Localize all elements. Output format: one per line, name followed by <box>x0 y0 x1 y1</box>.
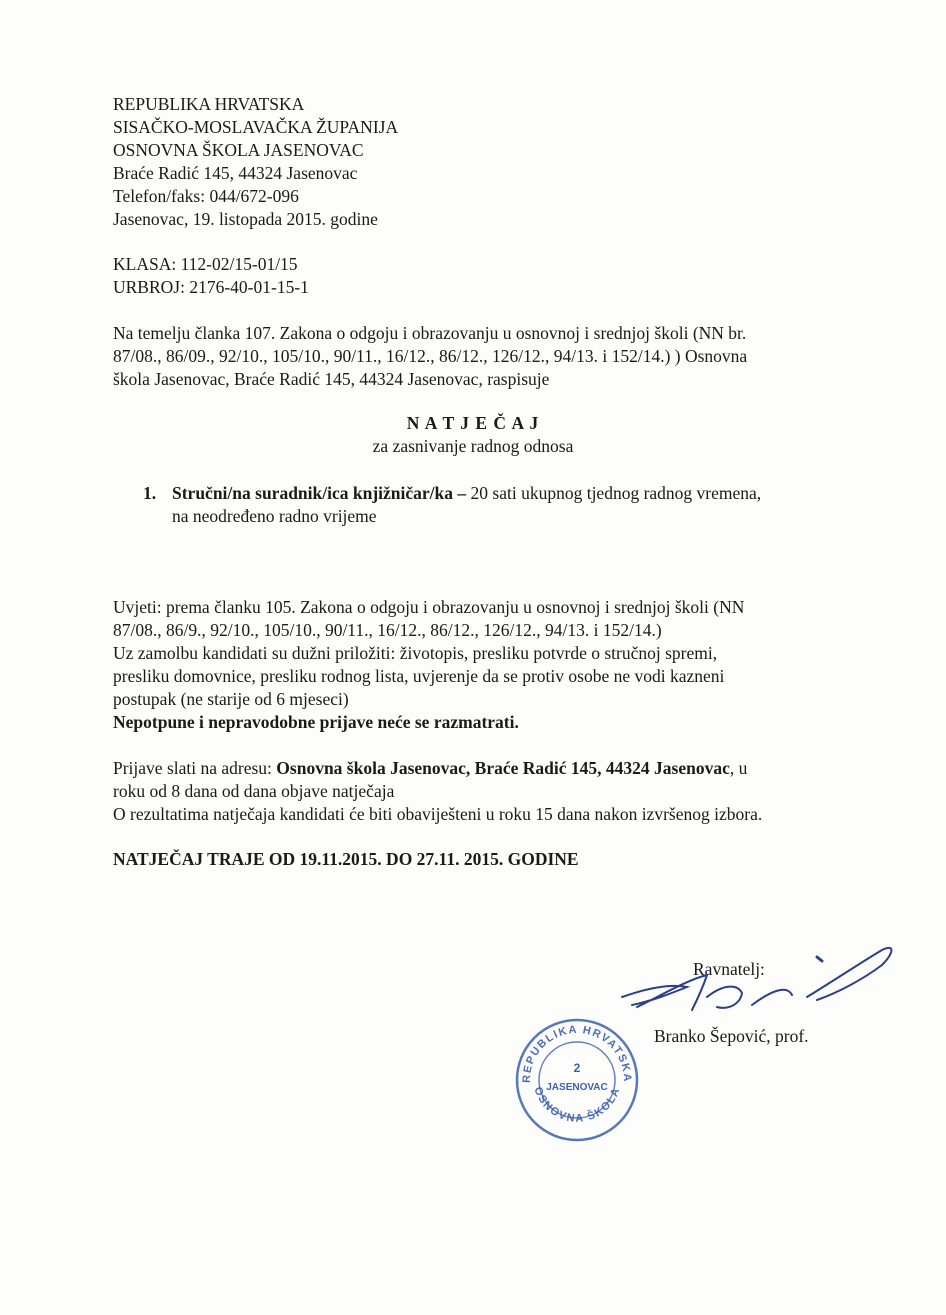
intro-line-1: Na temelju članka 107. Zakona o odgoju i obrazovanju u osnovnoj i srednjoj školi (NN br. <box>113 323 747 343</box>
intro-line-3: škola Jasenovac, Braće Radić 145, 44324 Jasenovac, raspisuje <box>113 369 550 389</box>
signature-role: Ravnatelj: <box>693 959 765 979</box>
conditions-line-5: postupak (ne starije od 6 mjeseci) <box>113 689 349 709</box>
stamp-outer-bottom: OSNOVNA ŠKOLA <box>531 1085 623 1125</box>
stamp-outer-top: REPUBLIKA HRVATSKA <box>520 1023 634 1084</box>
conditions-line-2: 87/08., 86/9., 92/10., 105/10., 90/11., 16/12., 86/12., 126/12., 94/13. i 152/14.) <box>113 620 662 640</box>
conditions-line-4: presliku domovnice, presliku rodnog lista, uvjerenje da se protiv osobe ne vodi kazneni <box>113 666 725 686</box>
ref-urbroj: URBROJ: 2176-40-01-15-1 <box>113 277 309 297</box>
position-line-1 <box>172 482 761 505</box>
submission-address: Osnovna škola Jasenovac, Braće Radić 145, 44324 Jasenovac <box>276 758 730 778</box>
header-school: OSNOVNA ŠKOLA JASENOVAC <box>113 140 364 160</box>
header-country: REPUBLIKA HRVATSKA <box>113 94 305 114</box>
stamp-number: 2 <box>573 1061 581 1075</box>
conditions-line-3: Uz zamolbu kandidati su dužni priložiti: životopis, presliku potvrde o stručnoj spremi, <box>113 643 718 663</box>
conditions-line-1: Uvjeti: prema članku 105. Zakona o odgoju i obrazovanju u osnovnoj i srednjoj školi (NN <box>113 597 745 617</box>
intro-line-2: 87/08., 86/09., 92/10., 105/10., 90/11., 16/12., 86/12., 126/12., 94/13. i 152/14.) ) Osnovna <box>113 346 748 366</box>
school-stamp <box>512 1015 642 1145</box>
submission-line-3: O rezultatima natječaja kandidati će biti obaviješteni u roku 15 dana nakon izvršenog izbora. <box>113 804 763 824</box>
header-county: SISAČKO-MOSLAVAČKA ŽUPANIJA <box>113 117 399 137</box>
duration-notice: NATJEČAJ TRAJE OD 19.11.2015. DO 27.11. 2015. GODINE <box>113 849 579 869</box>
position-hours: 20 sati ukupnog tjednog radnog vremena, <box>466 483 762 503</box>
submission-prefix: Prijave slati na adresu: <box>113 758 277 778</box>
submission-line-2: roku od 8 dana od dana objave natječaja <box>113 781 395 801</box>
notice-subtitle: za zasnivanje radnog odnosa <box>372 436 574 456</box>
handwritten-signature <box>612 935 902 1035</box>
submission-suffix: , u <box>729 758 748 778</box>
notice-title: N A T J E Č A J <box>406 413 540 433</box>
header-date: Jasenovac, 19. listopada 2015. godine <box>113 209 378 229</box>
submission-line-1 <box>113 757 747 780</box>
ref-klasa: KLASA: 112-02/15-01/15 <box>113 254 298 274</box>
conditions-warning: Nepotpune i nepravodobne prijave neće se razmatrati. <box>113 712 519 732</box>
header-phone: Telefon/faks: 044/672-096 <box>113 186 299 206</box>
position-number: 1. <box>143 483 157 503</box>
header-address: Braće Radić 145, 44324 Jasenovac <box>113 163 358 183</box>
stamp-center: JASENOVAC <box>546 1082 608 1093</box>
position-line-2: na neodređeno radno vrijeme <box>172 506 377 526</box>
signature-name: Branko Šepović, prof. <box>654 1026 809 1046</box>
position-name: Stručni/na suradnik/ica knjižničar/ka – <box>172 483 467 503</box>
